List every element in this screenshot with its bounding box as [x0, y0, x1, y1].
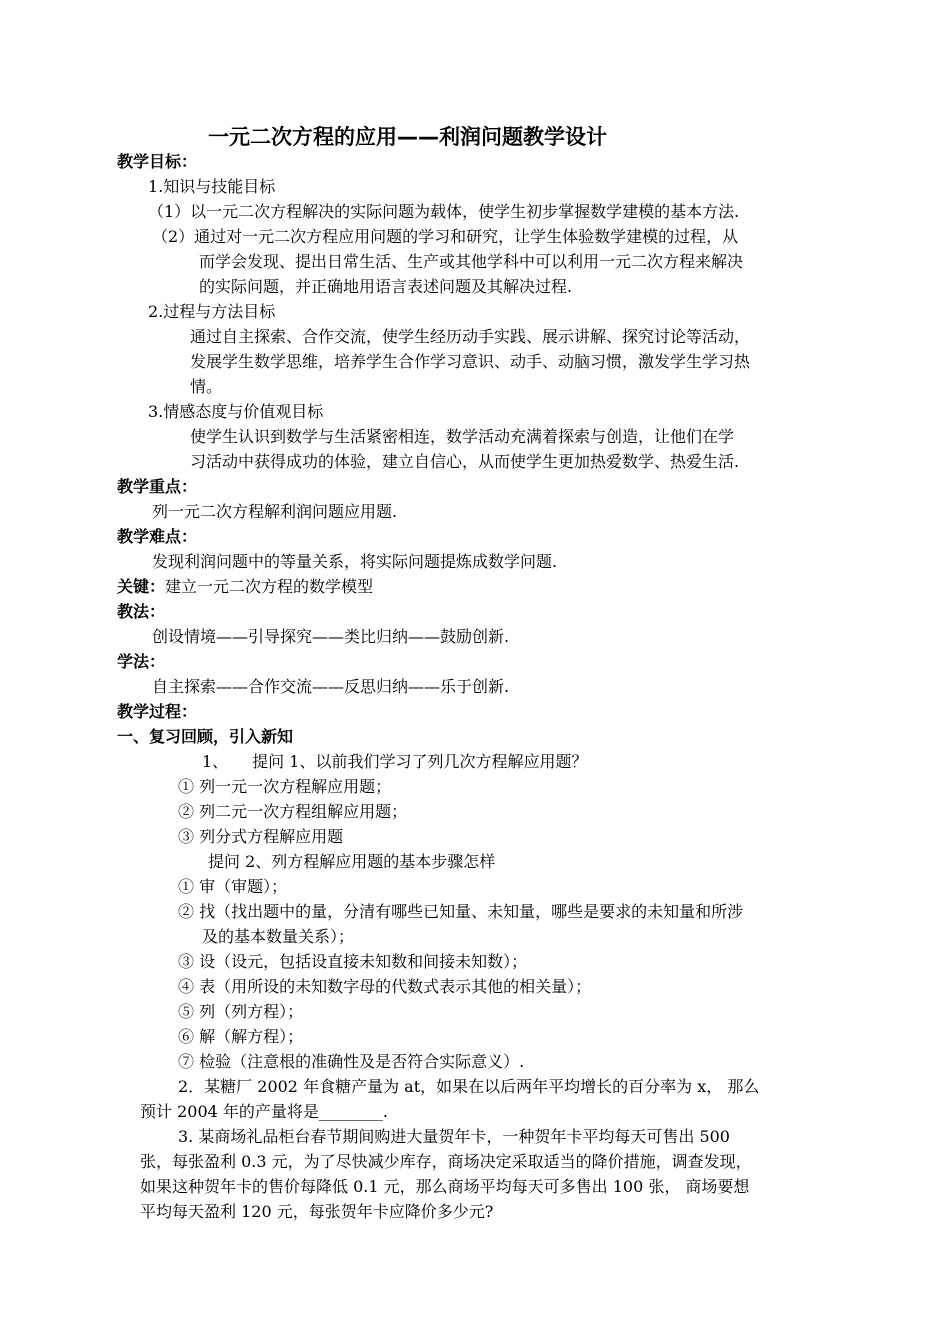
step-1: ① 审（审题）； [178, 877, 288, 896]
knowledge-item-1: （1）以一元二次方程解决的实际问题为载体，使学生初步掌握数学建模的基本方法. [148, 202, 740, 221]
difficulty-text: 发现利润问题中的等量关系，将实际问题提炼成数学问题. [152, 552, 558, 571]
learning-method-text: 自主探索——合作交流——反思归纳——乐于创新. [152, 677, 510, 696]
problem-3-line-4: 平均每天盈利 120 元，每张贺年卡应降价多少元? [140, 1202, 494, 1221]
learning-method-heading: 学法： [117, 652, 166, 671]
key-line [117, 575, 373, 599]
difficulty-heading: 教学难点： [117, 527, 198, 546]
step-5: ⑤ 列（列方程）； [178, 1002, 304, 1021]
knowledge-item-2-line-2: 而学会发现、提出日常生活、生产或其他学科中可以利用一元二次方程来解决 [199, 252, 744, 271]
problem-2-line-1: 2．某糖厂 2002 年食糖产量为 at，如果在以后两年平均增长的百分率为 x， 那么 [178, 1077, 760, 1096]
teaching-method-heading: 教法： [117, 602, 166, 621]
problem-3-line-1: 3. 某商场礼品柜台春节期间购进大量贺年卡，一种贺年卡平均每天可售出 500 [178, 1127, 730, 1146]
process-goal-line-3: 情。 [190, 377, 223, 396]
knowledge-item-2-line-3: 的实际问题，并正确地用语言表述问题及其解决过程. [199, 277, 573, 296]
teaching-process-heading: 教学过程： [117, 702, 198, 721]
step-6: ⑥ 解（解方程）； [178, 1027, 304, 1046]
process-goal-heading: 2.过程与方法目标 [148, 302, 276, 321]
key-text: 建立一元二次方程的数学模型 [165, 577, 374, 596]
knowledge-item-2-line-1: （2）通过对一元二次方程应用问题的学习和研究，让学生体验数学建模的过程，从 [152, 227, 739, 246]
step-4: ④ 表（用所设的未知数字母的代数式表示其他的相关量）； [178, 977, 592, 996]
step-2-line-2: 及的基本数量关系）； [202, 927, 355, 946]
question-1-item-2: ② 列二元一次方程组解应用题； [178, 802, 408, 821]
attitude-goal-line-2: 习活动中获得成功的体验，建立自信心，从而使学生更加热爱数学、热爱生活. [190, 452, 740, 471]
question-1-item-3: ③ 列分式方程解应用题 [178, 827, 344, 846]
objectives-heading: 教学目标： [117, 152, 198, 171]
question-1-item-1: ① 列一元一次方程解应用题； [178, 777, 392, 796]
question-2: 提问 2、列方程解应用题的基本步骤怎样 [208, 852, 496, 871]
step-2-line-1: ② 找（找出题中的量，分清有哪些已知量、未知量，哪些是要求的未知量和所涉 [178, 902, 744, 921]
problem-3-line-2: 张，每张盈利 0.3 元，为了尽快减少库存，商场决定采取适当的降价措施，调查发现， [140, 1152, 752, 1171]
problem-3-line-3: 如果这种贺年卡的售价每降低 0.1 元，那么商场平均每天可多售出 100 张， 商场要想 [140, 1177, 750, 1196]
key-heading: 关键： [117, 577, 166, 596]
key-point-heading: 教学重点： [117, 477, 198, 496]
knowledge-heading: 1.知识与技能目标 [148, 177, 276, 196]
problem-2-line-2: 预计 2004 年的产量将是________. [140, 1102, 388, 1121]
step-7: ⑦ 检验（注意根的准确性及是否符合实际意义）. [178, 1052, 525, 1071]
teaching-method-text: 创设情境——引导探究——类比归纳——鼓励创新. [152, 627, 510, 646]
process-goal-line-1: 通过自主探索、合作交流，使学生经历动手实践、展示讲解、探究讨论等活动， [190, 327, 751, 346]
attitude-goal-line-1: 使学生认识到数学与生活紧密相连，数学活动充满着探索与创造，让他们在学 [190, 427, 735, 446]
page-title: 一元二次方程的应用——利润问题教学设计 [208, 125, 607, 149]
key-point-text: 列一元二次方程解利润问题应用题. [152, 502, 398, 521]
attitude-goal-heading: 3.情感态度与价值观目标 [148, 402, 324, 421]
step-3: ③ 设（设元，包括设直接未知数和间接未知数）； [178, 952, 528, 971]
process-goal-line-2: 发展学生数学思维，培养学生合作学习意识、动手、动脑习惯，激发学生学习热 [190, 352, 751, 371]
question-1: 1、 提问 1、以前我们学习了列几次方程解应用题？ [202, 752, 588, 771]
section-1-heading: 一、复习回顾，引入新知 [117, 727, 294, 746]
